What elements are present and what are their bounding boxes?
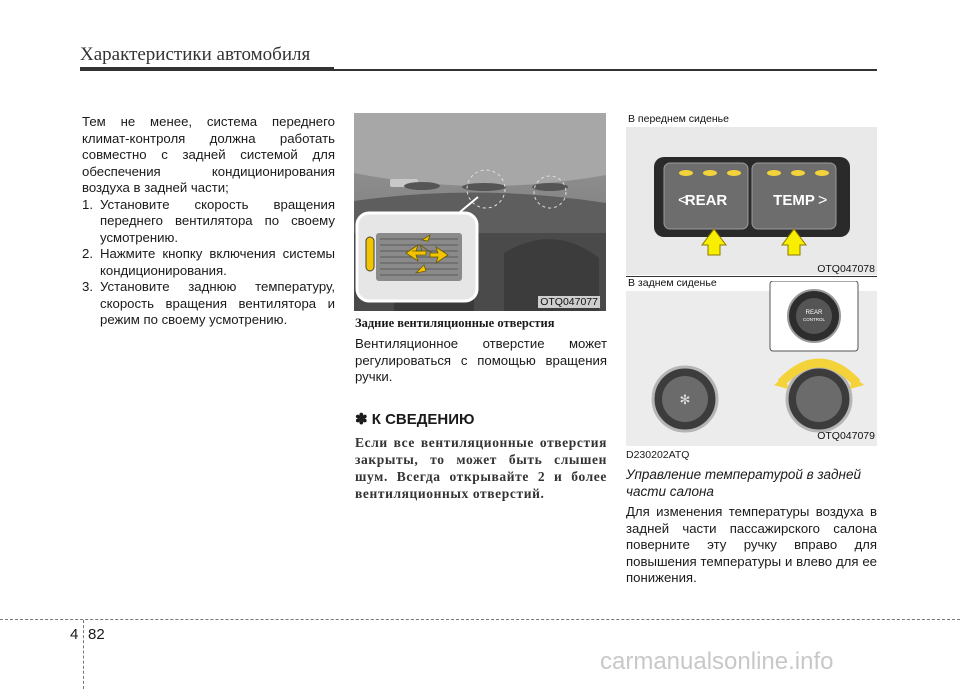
page-number: 82: [88, 626, 105, 643]
footer-divider: [83, 620, 84, 689]
column-left: [82, 114, 335, 329]
header-rule-thin: [334, 69, 877, 71]
note-heading: [355, 410, 607, 428]
intro-paragraph: Тем не менее, система переднего климат-контроля должна работать совместно с задней системой для обеспечения кондиционирования воздуха в задней части;: [82, 114, 335, 195]
chapter-number: 4: [70, 626, 79, 643]
section-title: Характеристики автомобиля: [80, 44, 311, 65]
temperature-paragraph: Для изменения температуры воздуха в задней части пассажирского салона поверните эту ручку вправо для повышения температуры и влево для ее понижения.: [626, 504, 877, 585]
step-text: Нажмите кнопку включения системы кондиционирования.: [100, 246, 335, 278]
rear-vents-photo: [354, 113, 606, 311]
list-item: [82, 279, 335, 329]
section-subtitle: Управление температурой в задней части салона: [626, 467, 861, 499]
chevron-right-icon: >: [818, 192, 828, 209]
knob-rear-label: REAR: [805, 310, 823, 316]
step-number: 1.: [82, 196, 93, 212]
note-icon: ✽: [355, 410, 368, 428]
header-rule-thick: [80, 67, 334, 71]
column-right: [626, 449, 877, 587]
front-seat-label: В переднем сиденье: [628, 113, 729, 125]
fan-icon: ✻: [679, 393, 691, 408]
step-text: Установите заднюю температуру, скорость вращения вентилятора и режим по своему усмотрению.: [100, 279, 335, 327]
rear-knobs-illustration: [626, 281, 877, 446]
watermark: carmanualsonline.info: [600, 648, 834, 675]
rear-seat-label: В заднем сиденье: [628, 277, 717, 289]
step-text: Установите скорость вращения переднего вентилятора по своему усмотрению.: [100, 196, 335, 245]
photo-caption: Задние вентиляционные отверстия: [355, 316, 555, 330]
column-middle: [355, 316, 607, 502]
front-photo-code: OTQ047078: [817, 263, 875, 275]
rear-button-label: REAR: [684, 192, 728, 209]
step-number: 2.: [82, 246, 93, 261]
note-body: Если все вентиляционные отверстия закрыты, то может быть слышен шум. Всегда открывайте 2 и более вентиляционных отверстий.: [355, 434, 607, 501]
step-number: 3.: [82, 279, 93, 294]
knob-control-label: CONTROL: [802, 317, 826, 322]
vent-paragraph: Вентиляционное отверстие может регулироваться с помощью вращения ручки.: [355, 336, 607, 384]
note-title: К СВЕДЕНИЮ: [371, 410, 475, 428]
front-panel-illustration: [626, 127, 877, 275]
steps-list: [82, 197, 335, 329]
footer-rule: [0, 619, 960, 620]
list-item: [82, 197, 335, 247]
list-item: [82, 246, 335, 279]
temp-button-label: TEMP: [773, 192, 815, 209]
rear-photo-code: OTQ047079: [817, 430, 875, 442]
vent-illustration: [354, 113, 606, 311]
chevron-left-icon: <: [678, 192, 688, 209]
temperature-controls-figure: [626, 113, 877, 446]
section-code: D230202ATQ: [626, 449, 690, 461]
photo-code: OTQ047077: [540, 296, 598, 308]
